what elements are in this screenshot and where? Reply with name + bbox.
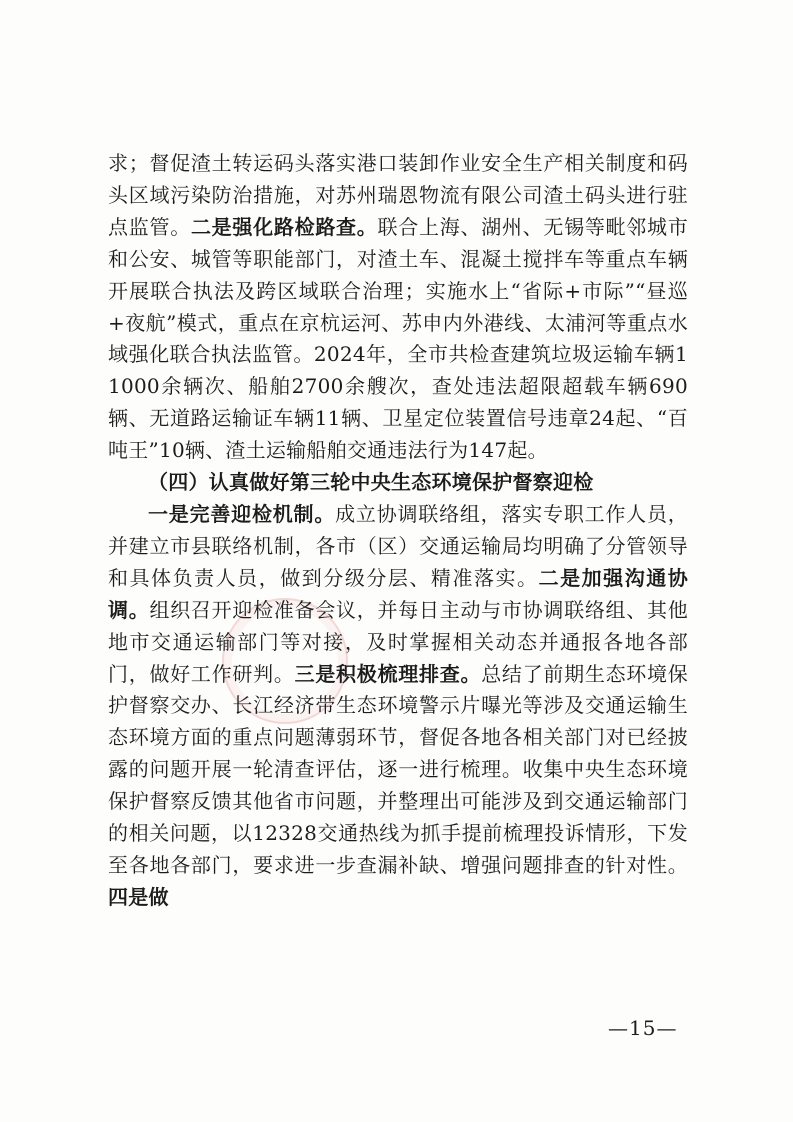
body-text (108, 148, 688, 914)
paragraph-2-bold-2: 二是加强沟通协调。 (108, 565, 689, 622)
paragraph-1-bold-1: 二是强化路检路查。 (190, 214, 378, 239)
paragraph-1 (108, 148, 688, 467)
paragraph-2-text-2: 组织召开迎检准备会议，并每日主动与市协调联络组、其他地市交通运输部门等对接，及时掌握相关动态并通报各地各部门，做好工作研判。 (108, 597, 689, 686)
paragraph-2-bold-1: 一是完善迎检机制。 (148, 501, 336, 526)
paragraph-2-bold-4: 四是做 (108, 884, 169, 909)
paragraph-2-text-3: 总结了前期生态环境保护督察交办、长江经济带生态环境警示片曝光等涉及交通运输生态环境方面的重点问题薄弱环节，督促各地各相关部门对已经披露的问题开展一轮清查评估，逐一进行梳理。收集中央生态环境保护督察反馈其他省市问题，并整理出可能涉及到交通运输部门的相关问题，以12328交通热线为抓手提前梳理投诉情形，下发至各地各部门，要求进一步查漏补缺、增强问题排查的针对性。 (108, 661, 689, 877)
page-number: —15— (608, 1016, 678, 1040)
section-heading-4: （四）认真做好第三轮中央生态环境保护督察迎检 (148, 470, 594, 495)
paragraph-2-text-1: 成立协调联络组，落实专职工作人员，并建立市县联络机制，各市（区）交通运输局均明确了分管领导和具体负责人员，做到分级分层、精准落实。 (108, 501, 689, 590)
paragraph-1-text-1: 求；督促渣土转运码头落实港口装卸作业安全生产相关制度和码头区域污染防治措施，对苏州瑞恩物流有限公司渣土码头进行驻点监管。 (108, 151, 688, 239)
paragraph-2 (108, 499, 688, 914)
paragraph-1-text-2: 联合上海、湖州、无锡等毗邻城市和公安、城管等职能部门，对渣土车、混凝土搅拌车等重点车辆开展联合执法及跨区域联合治理；实施水上“省际+市际”“昼巡+夜航”模式，重点在京杭运河、苏申内外港线、太浦河等重点水域强化联合执法监管。2024年，全市共检查建筑垃圾运输车辆11000余辆次、船舶2700余艘次，查处违法超限超载车辆690辆、无道路运输证车辆11辆、卫星定位装置信号违章24起、“百吨王”10辆、渣土运输船舶交通违法行为147起。 (108, 214, 689, 463)
paragraph-2-bold-3: 三是积极梳理排查。 (294, 661, 482, 686)
